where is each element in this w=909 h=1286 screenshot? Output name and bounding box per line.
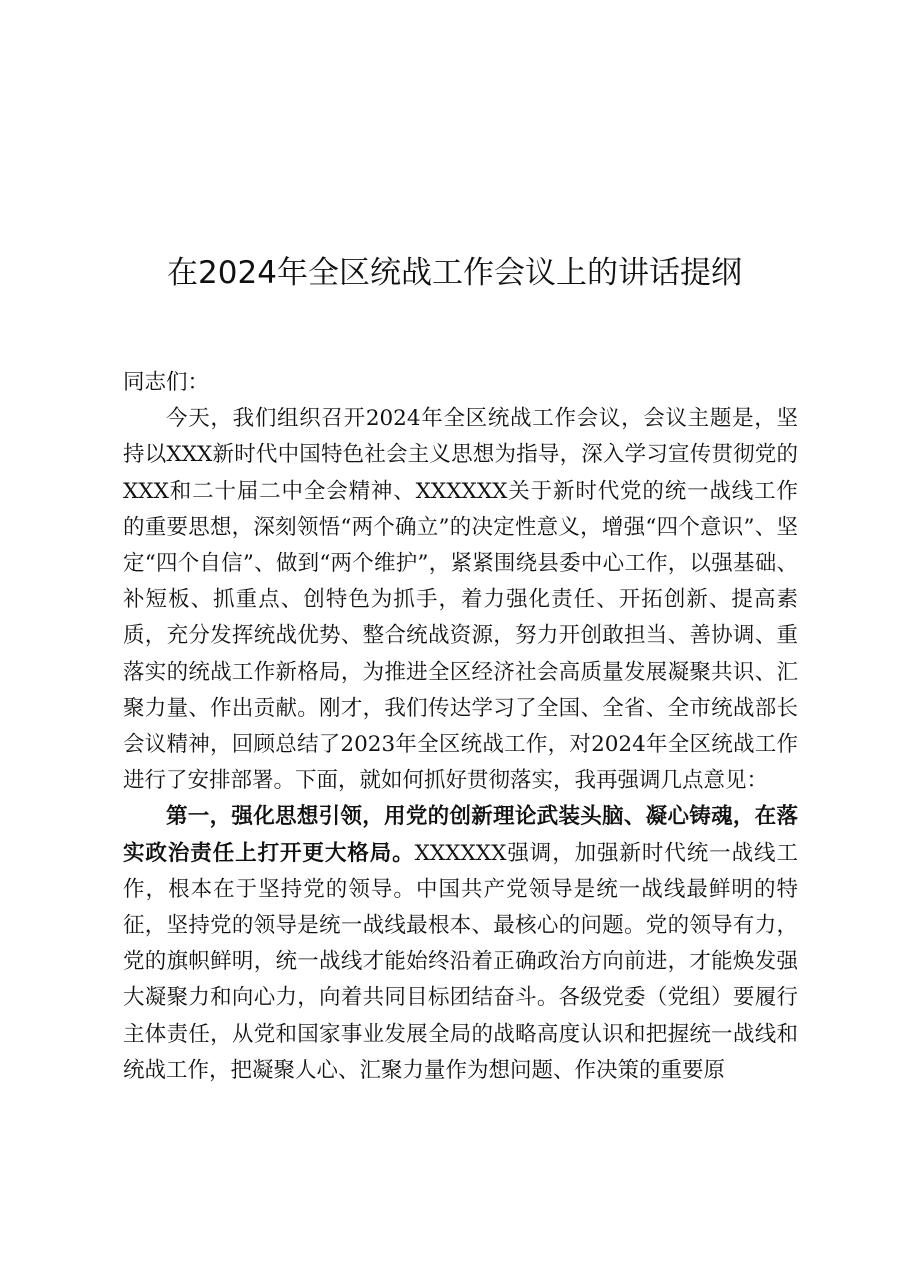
- document-body: [123, 365, 798, 1089]
- salutation: 同志们：: [123, 370, 210, 395]
- paragraph-text: XXXXXX强调，加强新时代统一战线工作，根本在于坚持党的领导。中国共产党领导是统一战线最鲜明的特征，坚持党的领导是统一战线最根本、最核心的问题。党的领导有力，党的旗帜鲜明，统一战线才能始终沿着正确政治方向前进，才能焕发强大凝聚力和向心力，向着共同目标团结奋斗。各级党委（党组）要履行主体责任，从党和国家事业发展全局的战略高度认识和把握统一战线和统战工作，把凝聚人心、汇聚力量作为想问题、作决策的重要原: [123, 840, 798, 1083]
- document-title: 在2024年全区统战工作会议上的讲话提纲: [167, 255, 742, 291]
- paragraph-text: 今天，我们组织召开2024年全区统战工作会议，会议主题是，坚持以XXX新时代中国特色社会主义思想为指导，深入学习宣传贯彻党的XXX和二十届二中全会精神、XXXXXX关于新时代党的统一战线工作的重要思想，深刻领悟“两个确立”的决定性意义，增强“四个意识”、坚定“四个自信”、做到“两个维护”，紧紧围绕县委中心工作，以强基础、补短板、抓重点、创特色为抓手，着力强化责任、开拓创新、提高素质，充分发挥统战优势、整合统战资源，努力开创敢担当、善协调、重落实的统战工作新格局，为推进全区经济社会高质量发展凝聚共识、汇聚力量、作出贡献。刚才，我们传达学习了全国、全省、全市统战部长会议精神，回顾总结了2023年全区统战工作，对2024年全区统战工作进行了安排部署。下面，就如何抓好贯彻落实，我再强调几点意见：: [123, 406, 798, 794]
- paragraph-intro: [123, 401, 798, 799]
- paragraph-bold-lead: 第一，强化思想引领，用党的创新理论武装头脑、凝心铸魂，在落实政治责任上打开更大格局。: [123, 804, 798, 866]
- paragraph-point-one: [123, 799, 798, 1089]
